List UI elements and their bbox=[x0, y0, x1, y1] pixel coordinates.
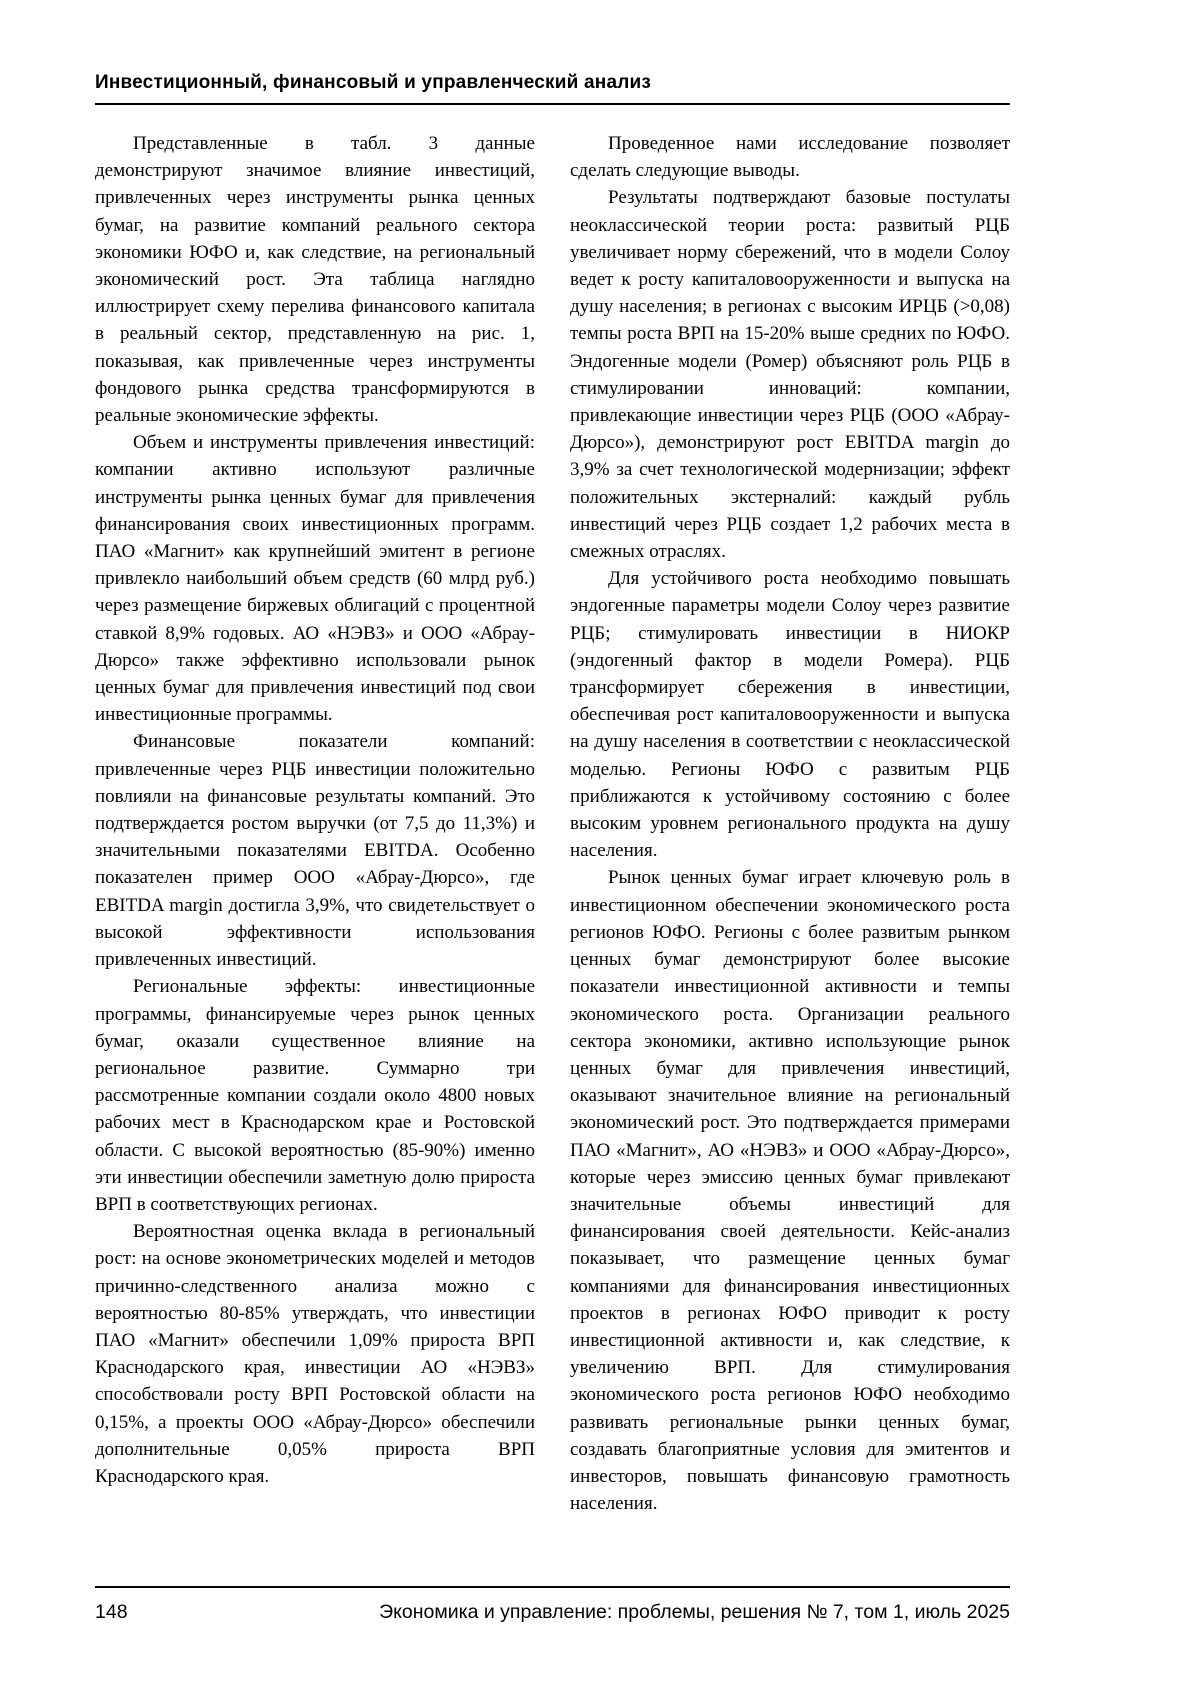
right-column bbox=[570, 130, 1010, 1517]
text-columns bbox=[95, 130, 1010, 1517]
paragraph: Результаты подтверждают базовые постулаты неоклассической теории роста: развитый РЦБ увеличивает норму сбережений, что в модели Солоу ведет к росту капиталовооруженности и выпуска на душу населения; в регионах с высоким ИРЦБ (>0,08) темпы роста ВРП на 15-20% выше средних по ЮФО. Эндогенные модели (Ромер) объясняют роль РЦБ в стимулировании инноваций: компании, привлекающие инвестиции через РЦБ (ООО «Абрау-Дюрсо»), демонстрируют рост EBITDA margin до 3,9% за счет технологической модернизации; эффект положительных экстерналий: каждый рубль инвестиций через РЦБ создает 1,2 рабочих места в смежных отраслях. bbox=[570, 187, 1010, 563]
page-content bbox=[95, 0, 1010, 1517]
running-head: Инвестиционный, финансовый и управленческий анализ bbox=[95, 72, 652, 93]
paragraph: Региональные эффекты: инвестиционные программы, финансируемые через рынок ценных бумаг, оказали существенное влияние на региональное развитие. Суммарно три рассмотренные компании создали около 4800 новых рабочих мест в Краснодарском крае и Ростовской области. С высокой вероятностью (85-90%) именно эти инвестиции обеспечили заметную долю прироста ВРП в соответствующих регионах. bbox=[95, 976, 535, 1215]
paragraph: Объем и инструменты привлечения инвестиций: компании активно используют различные инструменты рынка ценных бумаг для привлечения финансирования своих инвестиционных программ. ПАО «Магнит» как крупнейший эмитент в регионе привлекло наибольший объем средств (60 млрд руб.) через размещение биржевых облигаций с процентной ставкой 8,9% годовых. АО «НЭВЗ» и ООО «Абрау-Дюрсо» также эффективно использовали рынок ценных бумаг для привлечения инвестиций под свои инвестиционные программы. bbox=[95, 432, 535, 726]
left-column bbox=[95, 130, 535, 1517]
paragraph: Рынок ценных бумаг играет ключевую роль в инвестиционном обеспечении экономического роста регионов ЮФО. Регионы с более развитым рынком ценных бумаг демонстрируют более высокие показатели инвестиционной активности и темпы экономического роста. Организации реального сектора экономики, активно использующие рынок ценных бумаг для привлечения инвестиций, оказывают значительное влияние на региональный экономический рост. Это подтверждается примерами ПАО «Магнит», АО «НЭВЗ» и ООО «Абрау-Дюрсо», которые через эмиссию ценных бумаг привлекают значительные объемы инвестиций для финансирования своей деятельности. Кейс-анализ показывает, что размещение ценных бумаг компаниями для финансирования инвестиционных проектов в регионах ЮФО приводит к росту инвестиционной активности и, как следствие, к увеличению ВРП. Для стимулирования экономического роста регионов ЮФО необходимо развивать региональные рынки ценных бумаг, создавать благоприятные условия для эмитентов и инвесторов, повышать финансовую грамотность населения. bbox=[570, 867, 1010, 1515]
page-number: 148 bbox=[95, 1601, 128, 1623]
paragraph: Проведенное нами исследование позволяет сделать следующие выводы. bbox=[570, 133, 1010, 182]
page-footer bbox=[95, 1586, 1010, 1624]
paragraph: Вероятностная оценка вклада в региональный рост: на основе эконометрических моделей и методов причинно-следственного анализа можно с вероятностью 80-85% утверждать, что инвестиции ПАО «Магнит» обеспечили 1,09% прироста ВРП Краснодарского края, инвестиции АО «НЭВЗ» способствовали росту ВРП Ростовской области на 0,15%, а проекты ООО «Абрау-Дюрсо» обеспечили дополнительные 0,05% прироста ВРП Краснодарского края. bbox=[95, 1221, 535, 1487]
paragraph: Для устойчивого роста необходимо повышать эндогенные параметры модели Солоу через развитие РЦБ; стимулировать инвестиции в НИОКР (эндогенный фактор в модели Ромера). РЦБ трансформирует сбережения в инвестиции, обеспечивая рост капиталовооруженности и выпуска на душу населения в соответствии с неоклассической моделью. Регионы ЮФО с развитым РЦБ приближаются к устойчивому состоянию с более высоким уровнем регионального продукта на душу населения. bbox=[570, 568, 1010, 862]
paragraph: Представленные в табл. 3 данные демонстрируют значимое влияние инвестиций, привлеченных через инструменты рынка ценных бумаг, на развитие компаний реального сектора экономики ЮФО и, как следствие, на региональный экономический рост. Эта таблица наглядно иллюстрирует схему перелива финансового капитала в реальный сектор, представленную на рис. 1, показывая, как привлеченные через инструменты фондового рынка средства трансформируются в реальные экономические эффекты. bbox=[95, 133, 535, 427]
paragraph: Финансовые показатели компаний: привлеченные через РЦБ инвестиции положительно повлияли на финансовые результаты компаний. Это подтверждается ростом выручки (от 7,5 до 11,3%) и значительными показателями EBITDA. Особенно показателен пример ООО «Абрау-Дюрсо», где EBITDA margin достигла 3,9%, что свидетельствует о высокой эффективности использования привлеченных инвестиций. bbox=[95, 731, 535, 971]
header-rule bbox=[95, 103, 1010, 105]
journal-title: Экономика и управление: проблемы, решения № 7, том 1, июль 2025 bbox=[379, 1601, 1010, 1623]
